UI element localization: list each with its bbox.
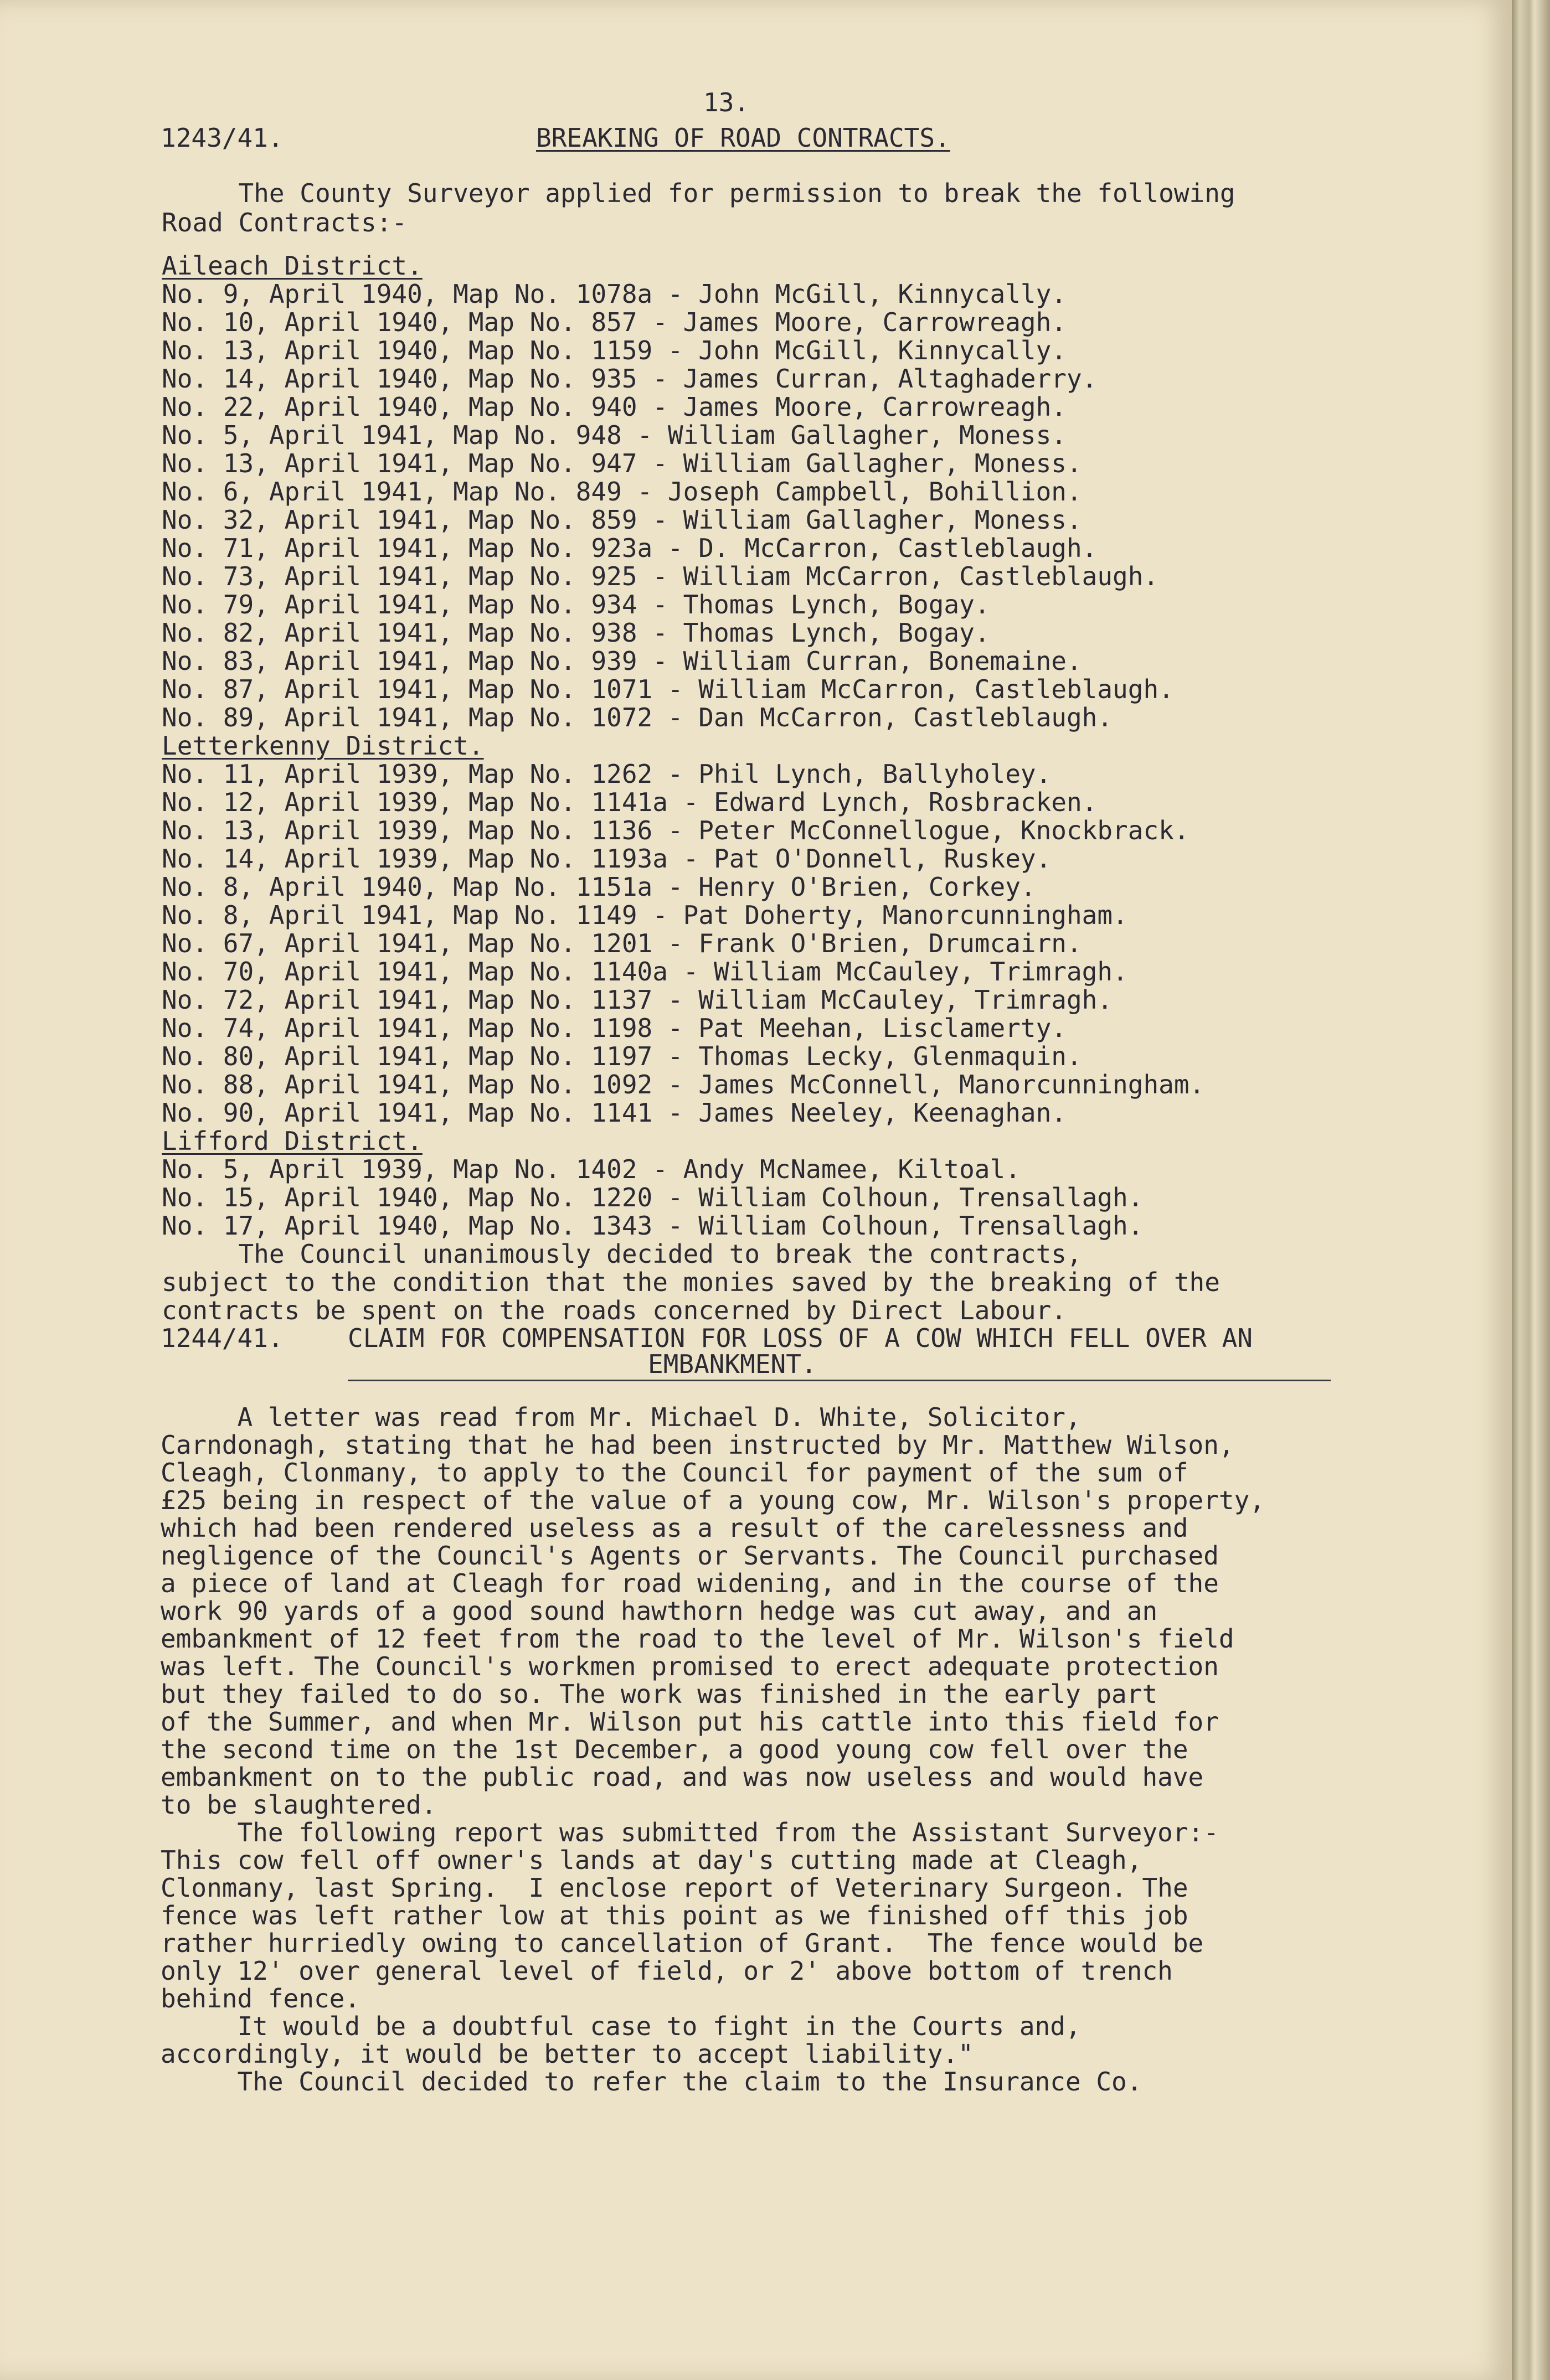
minute-number-1244: 1244/41. <box>161 1323 284 1353</box>
contract-line: No. 17, April 1940, Map No. 1343 - William Colhoun, Trensallagh. <box>162 1211 1144 1241</box>
body-line: This cow fell off owner's lands at day's cutting made at Cleagh, <box>161 1845 1142 1875</box>
district-heading-aileach: Aileach District. <box>162 251 423 281</box>
contract-line: No. 9, April 1940, Map No. 1078a - John McGill, Kinnycally. <box>162 279 1067 309</box>
contract-line: No. 72, April 1941, Map No. 1137 - William McCauley, Trimragh. <box>162 985 1113 1015</box>
contract-line: No. 82, April 1941, Map No. 938 - Thomas Lynch, Bogay. <box>162 618 990 648</box>
contract-line: No. 8, April 1941, Map No. 1149 - Pat Doherty, Manorcunningham. <box>162 900 1128 930</box>
minute-number-1243: 1243/41. <box>161 123 284 153</box>
body-line: to be slaughtered. <box>161 1790 437 1820</box>
contract-line: No. 90, April 1941, Map No. 1141 - James Neeley, Keenaghan. <box>162 1098 1067 1128</box>
body-line: fence was left rather low at this point as we finished off this job <box>161 1901 1188 1930</box>
contract-line: No. 15, April 1940, Map No. 1220 - William Colhoun, Trensallagh. <box>162 1183 1144 1212</box>
body-line: accordingly, it would be better to accept liability." <box>161 2039 974 2069</box>
body-line: behind fence. <box>161 1984 361 2014</box>
contract-line: No. 89, April 1941, Map No. 1072 - Dan McCarron, Castleblaugh. <box>162 703 1113 732</box>
body-line: Clonmany, last Spring. I enclose report of Veterinary Surgeon. The <box>161 1873 1188 1903</box>
contracts-list <box>162 252 1220 1325</box>
body-line: It would be a doubtful case to fight in the Courts and, <box>161 2011 1081 2041</box>
heading-underline <box>348 1380 1331 1381</box>
resolution-line: The Council unanimously decided to break the contracts, <box>162 1239 1082 1269</box>
contract-line: No. 13, April 1940, Map No. 1159 - John McGill, Kinnycally. <box>162 335 1067 365</box>
page-number: 13. <box>703 87 750 117</box>
body-line: but they failed to do so. The work was finished in the early part <box>161 1679 1158 1709</box>
body-line: Cleagh, Clonmany, to apply to the Council for payment of the sum of <box>161 1458 1188 1488</box>
heading-claim-line-2: EMBANKMENT. <box>648 1349 817 1379</box>
contract-line: No. 87, April 1941, Map No. 1071 - William McCarron, Castleblaugh. <box>162 674 1174 704</box>
body-line: the second time on the 1st December, a good young cow fell over the <box>161 1734 1188 1764</box>
body-line: of the Summer, and when Mr. Wilson put his cattle into this field for <box>161 1707 1219 1737</box>
body-line: was left. The Council's workmen promised to erect adequate protection <box>161 1651 1219 1681</box>
contract-line: No. 14, April 1939, Map No. 1193a - Pat O'Donnell, Ruskey. <box>162 844 1052 874</box>
body-line: Carndonagh, stating that he had been instructed by Mr. Matthew Wilson, <box>161 1430 1234 1460</box>
intro-line-1: The County Surveyor applied for permission to break the following <box>162 178 1235 208</box>
body-line: The Council decided to refer the claim to the Insurance Co. <box>161 2067 1142 2097</box>
contract-line: No. 14, April 1940, Map No. 935 - James Curran, Altaghaderry. <box>162 364 1098 394</box>
contract-line: No. 13, April 1941, Map No. 947 - William Gallagher, Moness. <box>162 448 1082 478</box>
body-line: A letter was read from Mr. Michael D. White, Solicitor, <box>161 1402 1081 1432</box>
contract-line: No. 67, April 1941, Map No. 1201 - Frank O'Brien, Drumcairn. <box>162 928 1082 958</box>
contract-line: No. 5, April 1941, Map No. 948 - William Gallagher, Moness. <box>162 420 1067 450</box>
contract-line: No. 10, April 1940, Map No. 857 - James Moore, Carrowreagh. <box>162 307 1067 337</box>
contract-line: No. 22, April 1940, Map No. 940 - James Moore, Carrowreagh. <box>162 392 1067 422</box>
contract-line: No. 83, April 1941, Map No. 939 - William Curran, Bonemaine. <box>162 646 1082 676</box>
contract-line: No. 70, April 1941, Map No. 1140a - William McCauley, Trimragh. <box>162 957 1128 987</box>
body-line: embankment on to the public road, and was now useless and would have <box>161 1762 1204 1792</box>
contract-line: No. 11, April 1939, Map No. 1262 - Phil Lynch, Ballyholey. <box>162 759 1052 789</box>
contract-line: No. 80, April 1941, Map No. 1197 - Thomas Lecky, Glenmaquin. <box>162 1041 1082 1071</box>
heading-breaking-road-contracts: BREAKING OF ROAD CONTRACTS. <box>536 123 950 153</box>
claim-body <box>161 1403 1434 2095</box>
body-line: a piece of land at Cleagh for road widening, and in the course of the <box>161 1568 1219 1598</box>
contract-line: No. 71, April 1941, Map No. 923a - D. McCarron, Castleblaugh. <box>162 533 1098 563</box>
contract-line: No. 88, April 1941, Map No. 1092 - James McConnell, Manorcunningham. <box>162 1070 1205 1099</box>
contract-line: No. 12, April 1939, Map No. 1141a - Edward Lynch, Rosbracken. <box>162 787 1098 817</box>
body-line: negligence of the Council's Agents or Servants. The Council purchased <box>161 1541 1219 1571</box>
district-heading-lifford: Lifford District. <box>162 1126 423 1156</box>
body-line: embankment of 12 feet from the road to the level of Mr. Wilson's field <box>161 1624 1234 1654</box>
district-heading-letterkenny: Letterkenny District. <box>162 731 484 761</box>
body-line: £25 being in respect of the value of a young cow, Mr. Wilson's property, <box>161 1485 1265 1515</box>
resolution-line: contracts be spent on the roads concerned by Direct Labour. <box>162 1295 1067 1325</box>
resolution-line: subject to the condition that the monies saved by the breaking of the <box>162 1267 1220 1297</box>
body-line: which had been rendered useless as a result of the carelessness and <box>161 1513 1188 1543</box>
contract-line: No. 6, April 1941, Map No. 849 - Joseph Campbell, Bohillion. <box>162 477 1082 507</box>
body-line: only 12' over general level of field, or 2' above bottom of trench <box>161 1956 1173 1986</box>
contract-line: No. 13, April 1939, Map No. 1136 - Peter McConnellogue, Knockbrack. <box>162 815 1189 845</box>
intro-line-2: Road Contracts:- <box>162 208 408 238</box>
contract-line: No. 32, April 1941, Map No. 859 - William Gallagher, Moness. <box>162 505 1082 535</box>
body-line: work 90 yards of a good sound hawthorn hedge was cut away, and an <box>161 1596 1158 1626</box>
page-edge <box>1512 0 1550 2380</box>
heading-claim-line-1: CLAIM FOR COMPENSATION FOR LOSS OF A COW WHICH FELL OVER AN <box>348 1323 1253 1353</box>
contract-line: No. 5, April 1939, Map No. 1402 - Andy McNamee, Kiltoal. <box>162 1154 1021 1184</box>
body-line: The following report was submitted from the Assistant Surveyor:- <box>161 1818 1219 1847</box>
contract-line: No. 8, April 1940, Map No. 1151a - Henry O'Brien, Corkey. <box>162 872 1036 902</box>
contract-line: No. 73, April 1941, Map No. 925 - William McCarron, Castleblaugh. <box>162 561 1159 591</box>
contract-line: No. 74, April 1941, Map No. 1198 - Pat Meehan, Lisclamerty. <box>162 1013 1067 1043</box>
contract-line: No. 79, April 1941, Map No. 934 - Thomas Lynch, Bogay. <box>162 590 990 619</box>
body-line: rather hurriedly owing to cancellation of Grant. The fence would be <box>161 1928 1204 1958</box>
